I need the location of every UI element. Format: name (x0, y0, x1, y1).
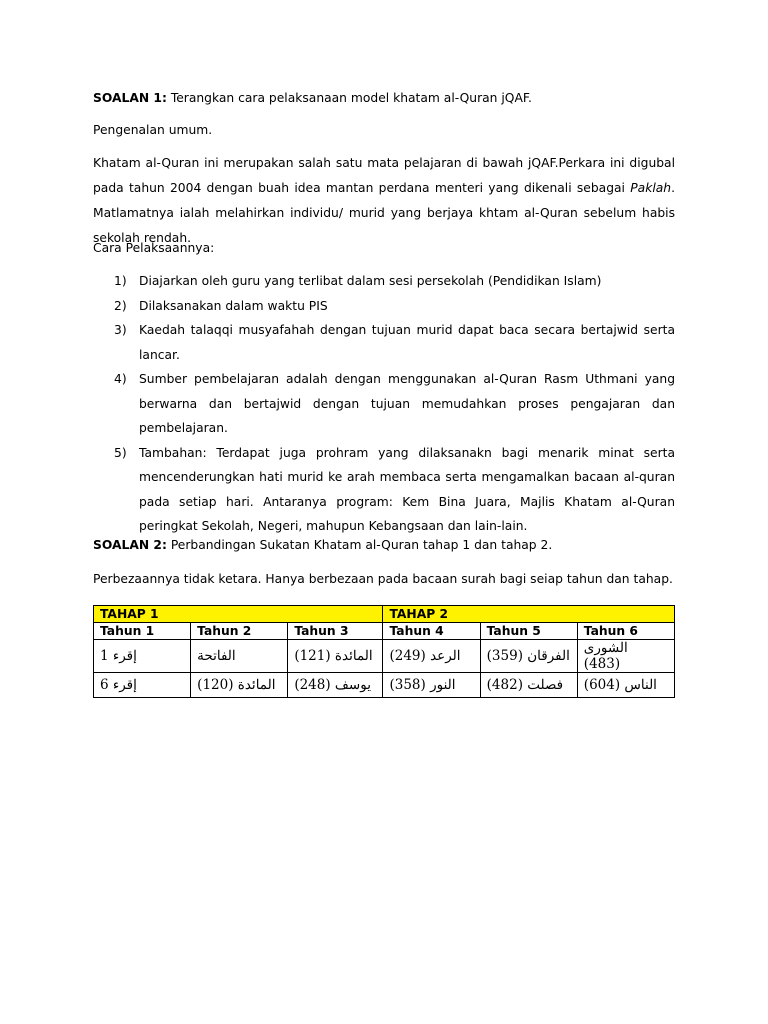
list-item-number: 1) (114, 274, 127, 288)
tahun-row (94, 623, 675, 640)
soalan1-heading (93, 86, 675, 111)
list-item (93, 367, 675, 441)
list-item-number: 2) (114, 298, 127, 313)
table-cell: فصلت (482) (480, 673, 577, 698)
cara-heading: Cara Pelaksaannya: (93, 241, 215, 255)
table-cell: النور (358) (383, 673, 480, 698)
pengenalan-heading: Pengenalan umum. (93, 123, 213, 137)
soalan2-label: SOALAN 2: (93, 538, 167, 552)
tahun-header: Tahun 6 (577, 623, 674, 640)
tahun-header: Tahun 3 (288, 623, 383, 640)
tahap-2-header: TAHAP 2 (383, 606, 675, 623)
tahap-row (94, 606, 675, 623)
table-cell: الفاتحة (191, 640, 288, 673)
soalan2-heading (93, 533, 675, 558)
table-cell: المائدة (120) (191, 673, 288, 698)
list-item (93, 294, 675, 319)
table-row (94, 640, 675, 673)
soalan1-label: SOALAN 1: (93, 91, 167, 105)
table-cell: إقرء 6 (94, 673, 191, 698)
list-item-number: 3) (114, 323, 127, 337)
tahun-header: Tahun 2 (191, 623, 288, 640)
list-item (93, 441, 675, 539)
list-item-number: 5) (114, 445, 127, 460)
tahun-header: Tahun 5 (480, 623, 577, 640)
list-item-text: Kaedah talaqqi musyafahah dengan tujuan murid dapat baca secara bertajwid serta lancar. (139, 323, 675, 362)
table-cell: يوسف (248) (288, 673, 383, 698)
table-cell: الفرقان (359) (480, 640, 577, 673)
tahap-1-header: TAHAP 1 (94, 606, 383, 623)
tahun-header: Tahun 1 (94, 623, 191, 640)
list-item-text: Tambahan: Terdapat juga prohram yang dilaksanakn bagi menarik minat serta mencenderungkan hati murid ke arah membaca serta mengamalkan bacaan al-quran pada setiap hari. Antaranya program: Kem Bina Juara, Majlis Khatam al-Quran peringkat Sekolah, Negeri, mahupun Kebangsaan dan lain-lain. (139, 445, 675, 533)
tahun-header: Tahun 4 (383, 623, 480, 640)
table-cell: الناس (604) (577, 673, 674, 698)
table-row (94, 673, 675, 698)
list-item-number: 4) (114, 372, 127, 386)
list-item-text: Sumber pembelajaran adalah dengan menggunakan al-Quran Rasm Uthmani yang berwarna dan bertajwid dengan tujuan memudahkan proses pengajaran dan pembelajaran. (139, 372, 675, 435)
intro-text-1: Khatam al-Quran ini merupakan salah satu mata pelajaran di bawah jQAF.Perkara ini digubal pada tahun 2004 dengan buah idea mantan perdana menteri yang dikenali sebagai (93, 156, 675, 195)
sukatan-table (93, 605, 675, 698)
list-item-text: Dilaksanakan dalam waktu PIS (139, 298, 328, 313)
list-item (93, 269, 675, 294)
perbezaan-paragraph: Perbezaannya tidak ketara. Hanya berbezaan pada bacaan surah bagi seiap tahun dan tahap. (93, 572, 673, 586)
table-cell: الشورى (483) (577, 640, 674, 673)
soalan2-text: Perbandingan Sukatan Khatam al-Quran tahap 1 dan tahap 2. (166, 538, 553, 552)
table-cell: الرعد (249) (383, 640, 480, 673)
list-item-text: Diajarkan oleh guru yang terlibat dalam sesi persekolah (Pendidikan Islam) (139, 274, 602, 288)
intro-italic: Paklah (630, 181, 672, 195)
table-cell: المائدة (121) (288, 640, 383, 673)
table-cell: إقرء 1 (94, 640, 191, 673)
intro-text-2: . Matlamatnya ialah melahirkan individu/ murid yang berjaya khtam al-Quran sebelum habis sekolah rendah. (93, 181, 675, 245)
steps-list (93, 269, 675, 539)
soalan1-text: Terangkan cara pelaksanaan model khatam al-Quran jQAF. (166, 91, 532, 105)
list-item (93, 318, 675, 367)
